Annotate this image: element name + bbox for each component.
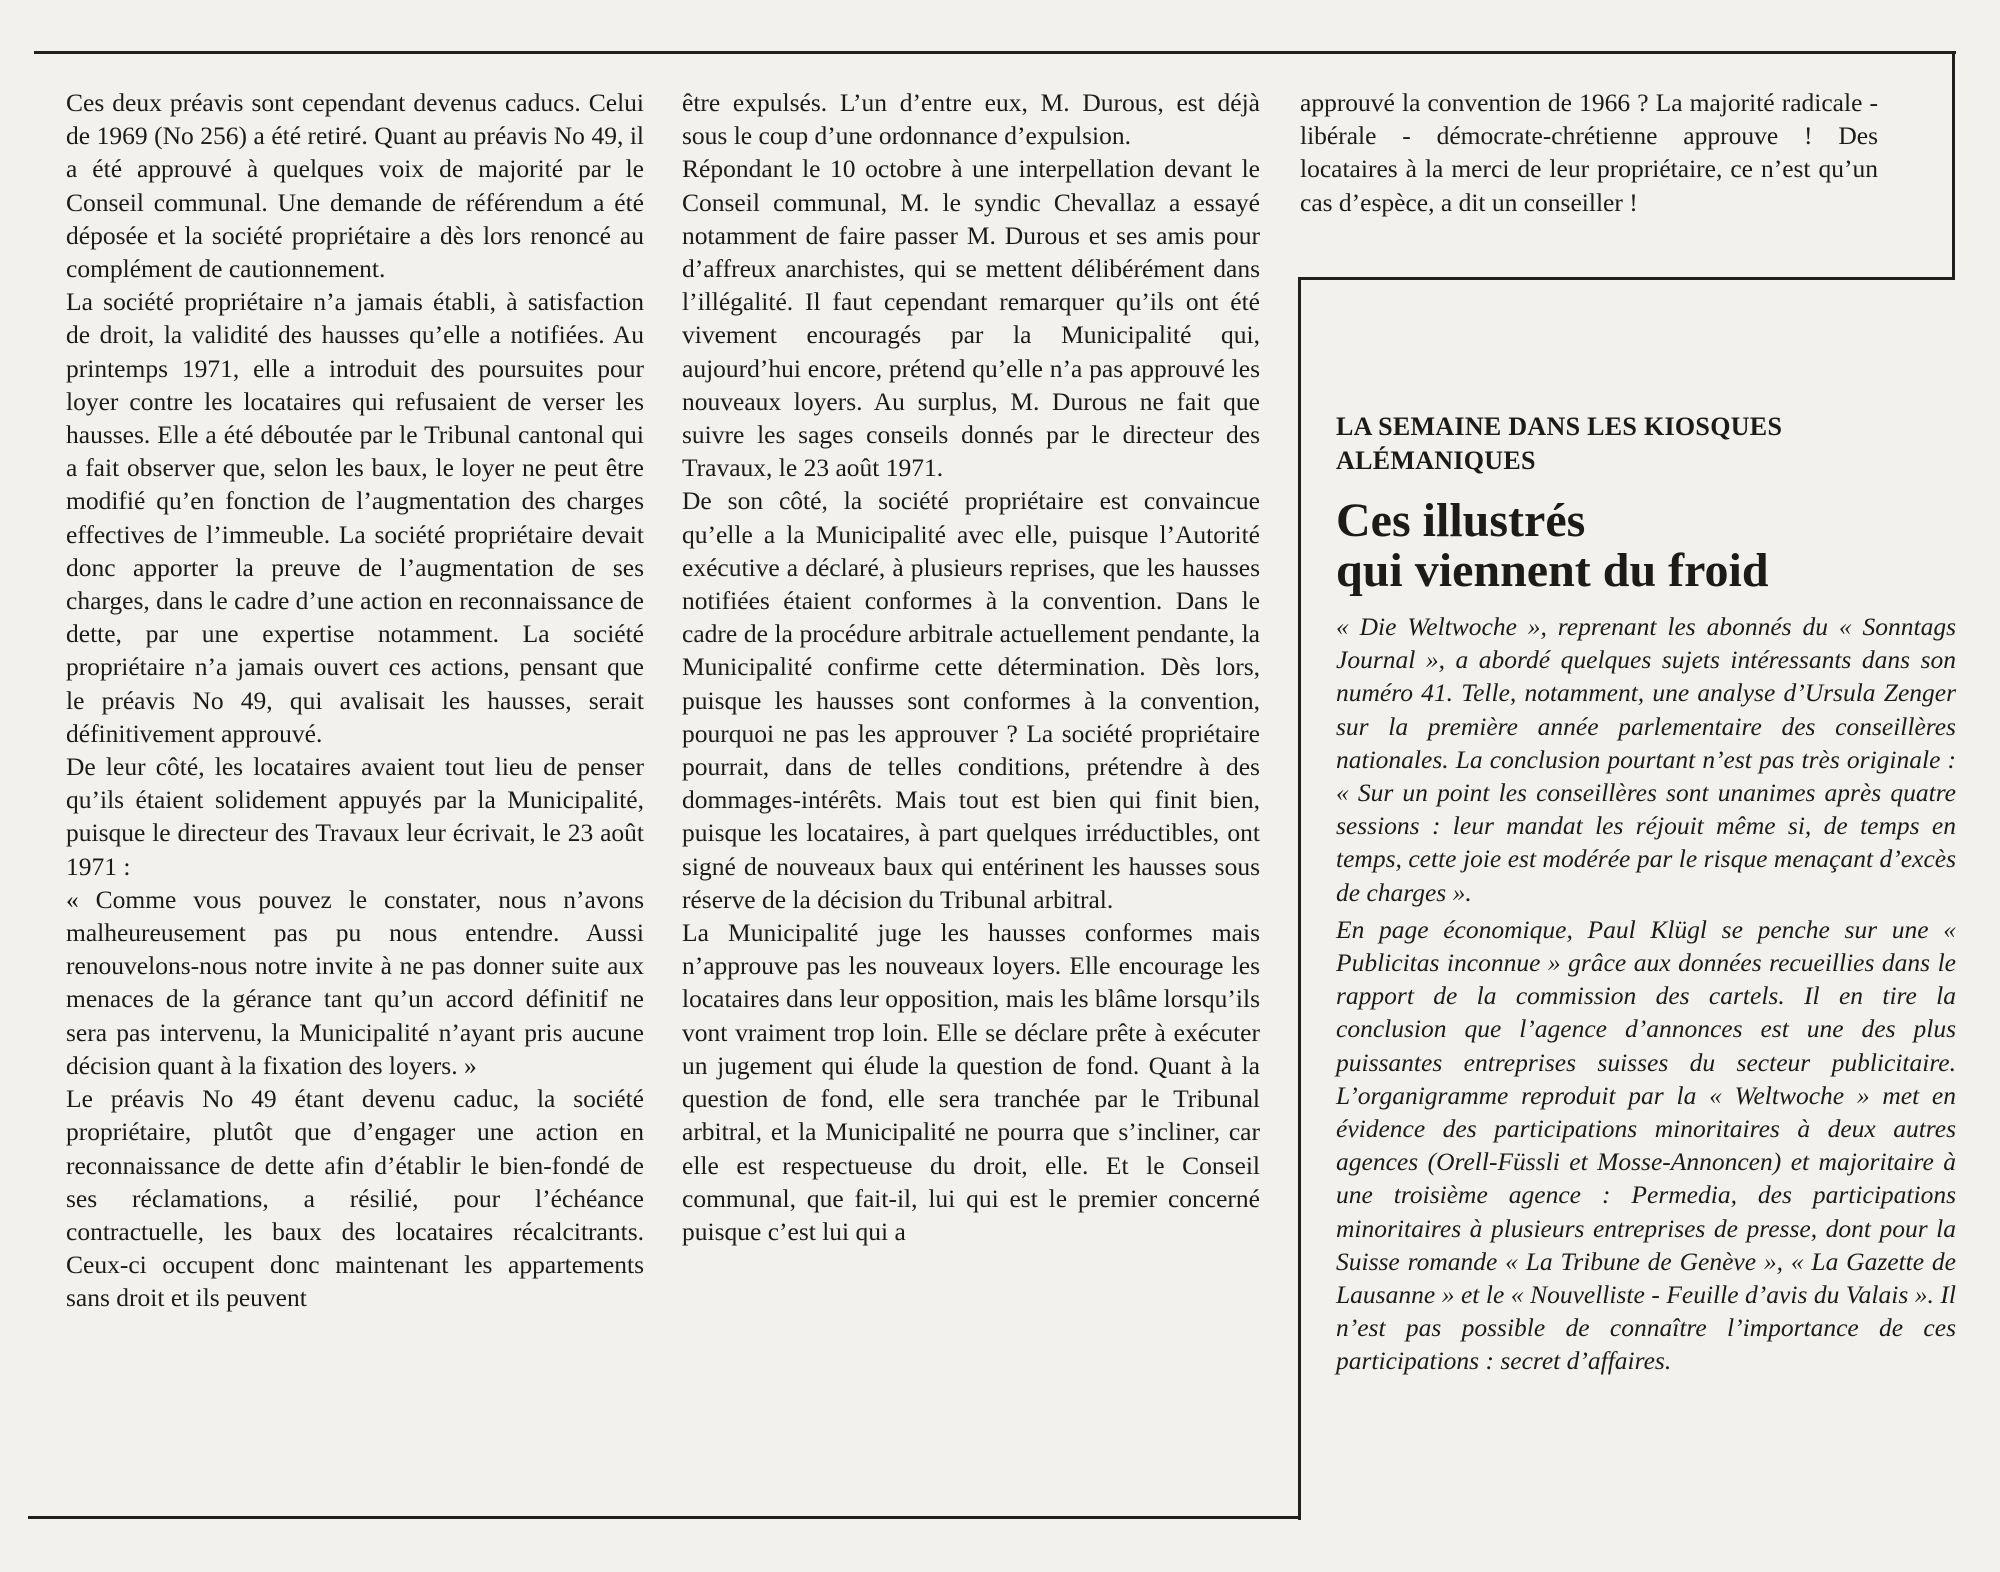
sidebar-left-rule	[1298, 277, 1301, 1520]
sidebar-body	[1336, 610, 1956, 1378]
paragraph: être expulsés. L’un d’entre eux, M. Durous, est déjà sous le coup d’une ordonnance d’expulsion.	[682, 88, 1260, 151]
sidebar-paragraph: « Die Weltwoche », reprenant les abonnés du « Sonntags Journal », a abordé quelques sujets intéressants dans son numéro 41. Telle, notamment, une analyse d’Ursula Zenger sur la première année parlementaire des conseillères nationales. La conclusion pourtant n’est pas très originale : « Sur un point les conseillères sont unanimes après quatre sessions : leur mandat les réjouit même si, de temps en temps, cette joie est modérée par le risque menaçant d’excès de charges ».	[1336, 612, 1956, 907]
paragraph: La société propriétaire n’a jamais établi, à satisfaction de droit, la validité des hausses qu’elle a notifiées. Au printemps 1971, elle a introduit des poursuites pour loyer contre les locataires qui refusaient de verser les hausses. Elle a été déboutée par le Tribunal cantonal qui a fait observer que, selon les baux, le loyer ne peut être modifié qu’en fonction de l’augmentation des charges effectives de l’immeuble. La société propriétaire devait donc apporter la preuve de l’augmentation de ses charges, dans le cadre d’une action en reconnaissance de dette, par une expertise notamment. La société propriétaire n’a jamais ouvert ces actions, pensant que le préavis No 49, qui avalisait les hausses, serait définitivement approuvé.	[66, 287, 644, 748]
headline-line-1: Ces illustrés	[1336, 494, 1586, 547]
article-column-3	[1300, 86, 1878, 219]
paragraph: Ces deux préavis sont cependant devenus caducs. Celui de 1969 (No 256) a été retiré. Quant au préavis No 49, il a été approuvé à quelques voix de majorité par le Conseil communal. Une demande de référendum a été déposée et la société propriétaire a dès lors renoncé au complément de cautionnement.	[66, 88, 644, 284]
paragraph: La Municipalité juge les hausses conformes mais n’approuve pas les nouveaux loyers. Elle encourage les locataires dans leur opposition, mais les blâme lorsqu’ils vont vraiment trop loin. Elle se déclare prête à exécuter un jugement qui élude la question de fond. Quant à la question de fond, elle sera tranchée par le Tribunal arbitral, et la Municipalité ne pourra que s’incliner, car elle est respectueuse du droit, elle. Et le Conseil communal, que fait-il, lui qui est le premier concerné puisque c’est lui qui a	[682, 918, 1260, 1246]
sidebar-paragraph: En page économique, Paul Klügl se penche sur une « Publicitas inconnue » grâce aux données recueillies dans le rapport de la commission des cartels. Il en tire la conclusion que l’agence d’annonces est une des plus puissantes entreprises suisses du secteur publicitaire. L’organigramme reproduit par la « Weltwoche » met en évidence des participations minoritaires à deux autres agences (Orell-Füssli et Mosse-Annoncen) et majoritaire à une troisième agence : Permedia, des participations minoritaires à plusieurs entreprises de presse, dont pour la Suisse romande « La Tribune de Genève », « La Gazette de Lausanne » et le « Nouvelliste - Feuille d’avis du Valais ». Il n’est pas possible de connaître l’importance de ces participations : secret d’affaires.	[1336, 914, 1956, 1376]
article-column-2	[682, 86, 1260, 1248]
quoted-paragraph: « Comme vous pouvez le constater, nous n’avons malheureusement pas pu nous entendre. Aussi renouvelons-nous notre invite à ne pas donner suite aux menaces de la gérance tant qu’un accord définitif ne sera pas intervenu, la Municipalité n’ayant pris aucune décision quant à la fixation des loyers. »	[66, 884, 644, 1080]
right-rule-upper	[1952, 51, 1955, 279]
bottom-rule	[28, 1516, 1300, 1519]
sidebar-headline	[1336, 496, 1956, 596]
paragraph: approuvé la convention de 1966 ? La majorité radicale - libérale - démocrate-chrétienne approuve ! Des locataires à la merci de leur propriétaire, ce n’est qu’un cas d’espèce, a dit un conseiller !	[1300, 88, 1878, 217]
sidebar-article	[1336, 410, 1956, 1378]
paragraph: Le préavis No 49 étant devenu caduc, la société propriétaire, plutôt que d’engager une action en reconnaissance de dette afin d’établir le bien-fondé de ses réclamations, a résilié, pour l’échéance contractuelle, les baux des locataires récalcitrants. Ceux-ci occupent donc maintenant les appartements sans droit et ils peuvent	[66, 1084, 644, 1313]
paragraph: Répondant le 10 octobre à une interpellation devant le Conseil communal, M. le syndic Chevallaz a essayé notamment de faire passer M. Durous et ses amis pour d’affreux anarchistes, qui se mettent délibérément dans l’illégalité. Il faut cependant remarquer qu’ils ont été vivement encouragés par la Municipalité qui, aujourd’hui encore, prétend qu’elle n’a pas approuvé les nouveaux loyers. Au surplus, M. Durous ne fait que suivre les sages conseils donnés par le directeur des Travaux, le 23 août 1971.	[682, 154, 1260, 483]
paragraph: De son côté, la société propriétaire est convaincue qu’elle a la Municipalité avec elle, puisque l’Autorité exécutive a déclaré, à plusieurs reprises, que les hausses notifiées étaient conformes à la convention. Dans le cadre de la procédure arbitrale actuellement pendante, la Municipalité confirme cette détermination. Dès lors, puisque les hausses sont conformes à la convention, pourquoi ne pas les approuver ? La société propriétaire pourrait, dans de telles conditions, prétendre à des dommages-intérêts. Mais tout est bien qui finit bien, puisque les locataires, à part quelques irréductibles, ont signé de nouveaux baux qui entérinent les hausses sous réserve de la décision du Tribunal arbitral.	[682, 486, 1260, 914]
top-rule	[34, 51, 1956, 54]
article-divider-rule	[1300, 277, 1955, 280]
headline-line-2: qui viennent du froid	[1336, 544, 1769, 597]
paragraph: De leur côté, les locataires avaient tout lieu de penser qu’ils étaient solidement appuyés par la Municipalité, puisque le directeur des Travaux leur écrivait, le 23 août 1971 :	[66, 752, 644, 881]
article-column-1	[66, 86, 644, 1315]
sidebar-kicker: LA SEMAINE DANS LES KIOSQUES ALÉMANIQUES	[1336, 412, 1783, 475]
